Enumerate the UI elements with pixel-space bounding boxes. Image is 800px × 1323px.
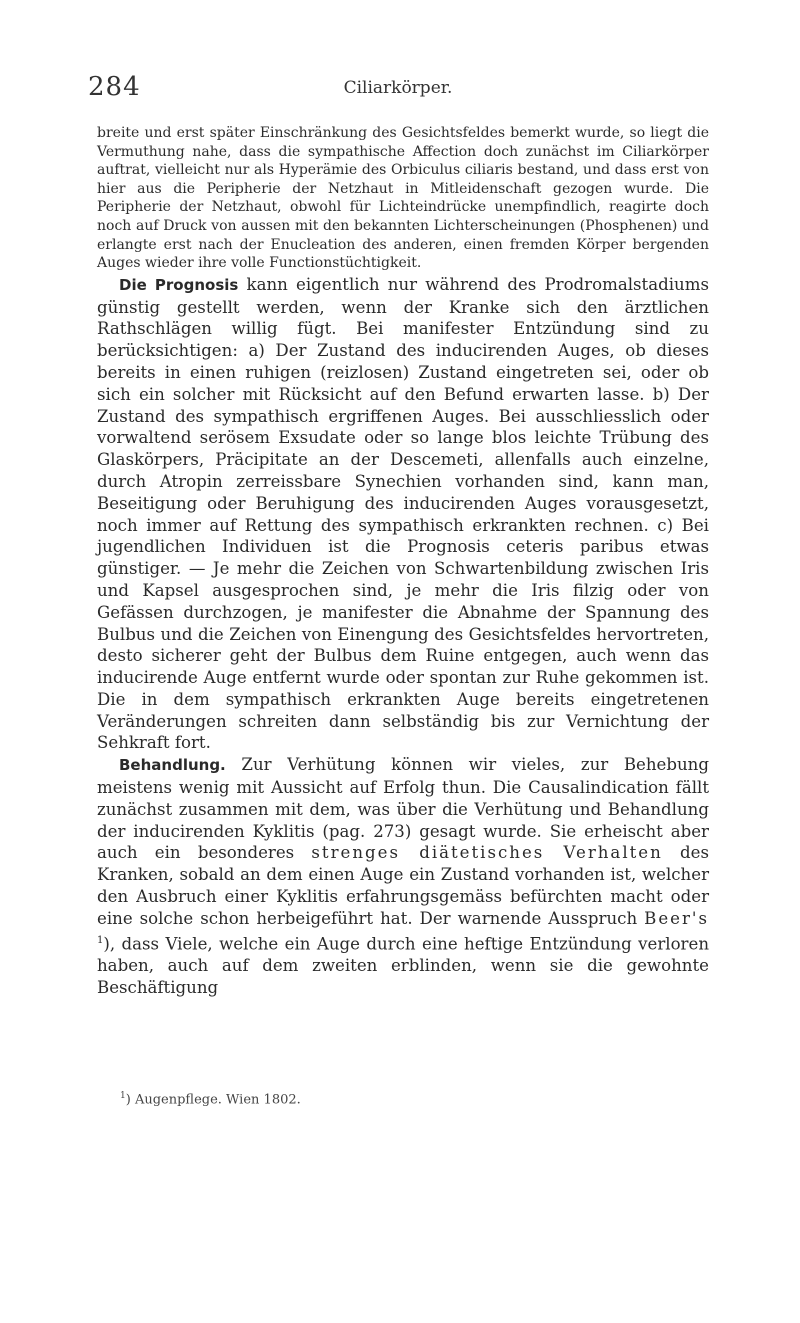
page-number: 284 bbox=[88, 72, 141, 102]
small-print-paragraph: breite und erst später Einschränkung des Gesichtsfeldes bemerkt wurde, so liegt die Vermuthung nahe, dass die sympathische Affection doch zunächst im Ciliarkörper auftrat, vielleicht nur als Hyperämie des Orbiculus ciliaris bestand, und dass erst von hier aus die Peripherie der Netzhaut in Mitleidenschaft gezogen wurde. Die Peripherie der Netzhaut, obwohl für Lichteindrücke unempfindlich, reagirte doch noch auf Druck von aussen mit den bekannten Lichterscheinungen (Phosphenen) und erlangte erst nach der Enucleation des anderen, einen fremden Körper bergenden Auges wieder ihre volle Functionstüchtigkeit. bbox=[97, 125, 709, 272]
treatment-text-3: ), dass Viele, welche ein Auge durch eine heftige Entzündung verloren haben, auch auf dem zweiten erblinden, wenn sie die gewohnte Beschäftigung bbox=[97, 934, 709, 997]
footnote-text: ) Augenpflege. Wien 1802. bbox=[125, 1092, 301, 1108]
running-head: Ciliarkörper. bbox=[343, 78, 453, 98]
body-text bbox=[97, 124, 709, 999]
treatment-heading: Behandlung. bbox=[119, 756, 226, 775]
page-header bbox=[88, 72, 708, 108]
small-print-block bbox=[97, 124, 709, 273]
author-name: Beer's bbox=[644, 908, 709, 928]
treatment-emphasis: strenges diätetisches Verhalten bbox=[311, 843, 663, 863]
prognosis-heading: Die Prognosis bbox=[119, 275, 239, 294]
footnote bbox=[120, 1091, 301, 1107]
treatment-text-1: Zur Verhütung können wir vieles, zur Behebung meistens wenig mit Aussicht auf Erfolg thun. Die Causalindication fällt zunächst zusammen mit dem, was über die Verhütung und Behandlung der inducirenden Kyklitis (pag. 273) gesagt wurde. Sie erheischt aber auch ein besonderes bbox=[97, 755, 709, 863]
footnote-reference: 1 bbox=[97, 934, 104, 946]
footnote-mark: 1 bbox=[120, 1091, 126, 1101]
prognosis-text: kann eigentlich nur während des Prodromalstadiums günstig gestellt werden, wenn der Kranke sich den ärztlichen Rathschlägen willig fügt. Bei manifester Entzündung sind zu berücksichtigen: a) Der Zustand des inducirenden Auges, ob dieses bereits in einen ruhigen (reizlosen) Zustand eingetreten sei, oder ob sich ein solcher mit Rücksicht auf den Befund erwarten lasse. b) Der Zustand des sympathisch ergriffenen Auges. Bei ausschliesslich oder vorwaltend serösem Exsudate oder so lange blos leichte Trübung des Glaskörpers, Präcipitate an der Descemeti, allenfalls auch einzelne, durch Atropin zerreissbare Synechien vorhanden sind, kann man, Beseitigung oder Beruhigung des inducirenden Auges vorausgesetzt, noch immer auf Rettung des sympathisch erkrankten rechnen. c) Bei jugendlichen Individuen ist die Prognosis ceteris paribus etwas günstiger. — Je mehr die Zeichen von Schwartenbildung zwischen Iris und Kapsel ausgesprochen sind, je mehr die Iris filzig oder von Gefässen durchzogen, je manifester die Abnahme der Spannung des Bulbus und die Zeichen von Einengung des Gesichtsfeldes hervortreten, desto sicherer geht der Bulbus dem Ruine entgegen, auch wenn das inducirende Auge entfernt wurde oder spontan zur Ruhe gekommen ist. Die in dem sympathisch erkrankten Auge bereits eingetretenen Veränderungen schreiten dann selbständig bis zur Vernichtung der Sehkraft fort. bbox=[97, 274, 709, 753]
main-text-block bbox=[97, 274, 709, 999]
treatment-text-2: des Kranken, sobald an dem einen Auge ein Zustand vorhanden ist, welcher den Ausbruch einer Kyklitis erfahrungsgemäss befürchten macht oder eine solche schon herbeigeführt hat. Der warnende Ausspruch bbox=[97, 843, 709, 928]
prognosis-paragraph bbox=[97, 274, 709, 755]
treatment-paragraph bbox=[97, 754, 709, 998]
